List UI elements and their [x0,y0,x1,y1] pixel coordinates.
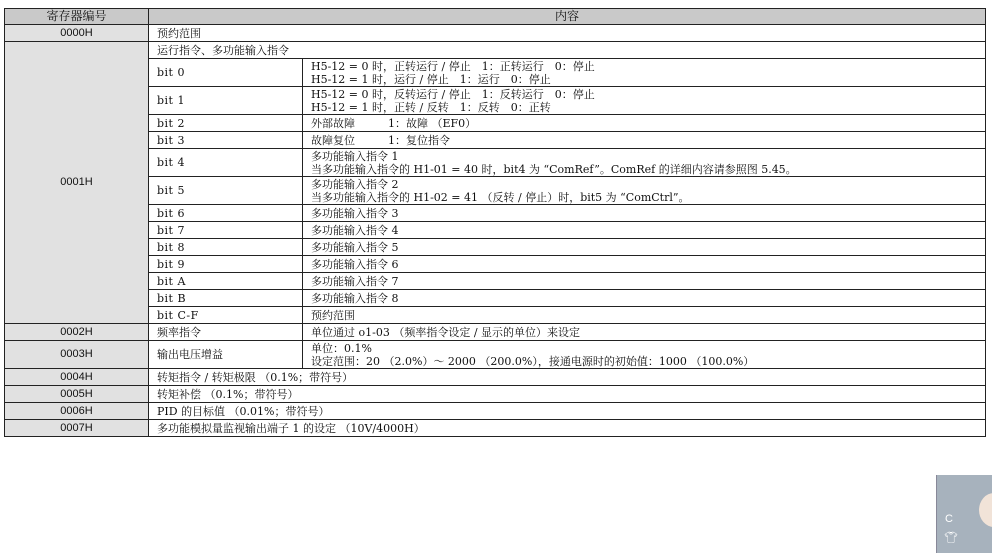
bit-description: 多功能输入指令 5 [303,239,986,256]
register-table [4,8,986,437]
register-description: 单位：0.1% 设定范围：20 （2.0%）～ 2000 （200.0%），接通电源时的初始值：1000 （100.0%） [303,341,986,369]
bit-description: H5-12 = 0 时，正转运行 / 停止 1：正转运行 0：停止 H5-12 = 1 时，运行 / 停止 1：运行 0：停止 [303,59,986,87]
table-row [5,273,986,290]
register-content: PID 的目标值 （0.01%；带符号） [149,403,986,420]
bit-label: bit C-F [149,307,303,324]
bit-label: bit 0 [149,59,303,87]
table-row [5,115,986,132]
table-row [5,420,986,437]
register-number: 0000H [5,25,149,42]
bit-description: 多功能输入指令 3 [303,205,986,222]
bit-description: 多功能输入指令 2 当多功能输入指令的 H1-02 = 41 （反转 / 停止）时，bit5 为 “ComCtrl”。 [303,177,986,205]
bit-label: bit 9 [149,256,303,273]
register-number: 0002H [5,324,149,341]
table-row [5,222,986,239]
bit-description: 多功能输入指令 6 [303,256,986,273]
register-label: 输出电压增益 [149,341,303,369]
register-content: 运行指令、多功能输入指令 [149,42,986,59]
register-content: 转矩补偿 （0.1%；带符号） [149,386,986,403]
bit-description: 预约范围 [303,307,986,324]
table-row [5,25,986,42]
header-content: 内容 [149,9,986,25]
table-row [5,386,986,403]
register-number: 0001H [5,42,149,324]
register-content: 预约范围 [149,25,986,42]
table-row [5,87,986,115]
table-row [5,177,986,205]
side-thumbnail[interactable] [936,475,992,553]
bit-description: 故障复位 1：复位指令 [303,132,986,149]
bit-description: H5-12 = 0 时，反转运行 / 停止 1：反转运行 0：停止 H5-12 = 1 时，正转 / 反转 1：反转 0：正转 [303,87,986,115]
shirt-icon: 👕︎ [944,531,958,544]
table-row [5,307,986,324]
table-row [5,239,986,256]
bit-label: bit 4 [149,149,303,177]
bit-description: 多功能输入指令 4 [303,222,986,239]
bit-label: bit 6 [149,205,303,222]
register-number: 0006H [5,403,149,420]
table-row [5,205,986,222]
register-number: 0007H [5,420,149,437]
register-description: 单位通过 o1-03 （频率指令设定 / 显示的单位）来设定 [303,324,986,341]
thumbnail-letter: C [945,513,953,525]
bit-label: bit 7 [149,222,303,239]
register-number: 0003H [5,341,149,369]
table-row [5,290,986,307]
bit-description: 多功能输入指令 8 [303,290,986,307]
register-label: 频率指令 [149,324,303,341]
table-row [5,256,986,273]
register-content: 转矩指令 / 转矩极限 （0.1%；带符号） [149,369,986,386]
bit-label: bit 3 [149,132,303,149]
table-row [5,341,986,369]
bit-label: bit 8 [149,239,303,256]
header-register-number: 寄存器编号 [5,9,149,25]
bit-label: bit 5 [149,177,303,205]
bit-label: bit B [149,290,303,307]
bit-description: 多功能输入指令 7 [303,273,986,290]
table-row [5,369,986,386]
bit-label: bit A [149,273,303,290]
table-row [5,149,986,177]
bit-description: 多功能输入指令 1 当多功能输入指令的 H1-01 = 40 时，bit4 为 “ComRef”。ComRef 的详细内容请参照图 5.45。 [303,149,986,177]
register-number: 0004H [5,369,149,386]
thumbnail-figure [979,493,992,527]
bit-description: 外部故障 1：故障 （EF0） [303,115,986,132]
register-content: 多功能模拟量监视输出端子 1 的设定 （10V/4000H） [149,420,986,437]
bit-label: bit 2 [149,115,303,132]
table-row [5,132,986,149]
register-number: 0005H [5,386,149,403]
table-row [5,59,986,87]
bit-label: bit 1 [149,87,303,115]
table-row [5,42,986,59]
table-row [5,324,986,341]
table-row [5,403,986,420]
